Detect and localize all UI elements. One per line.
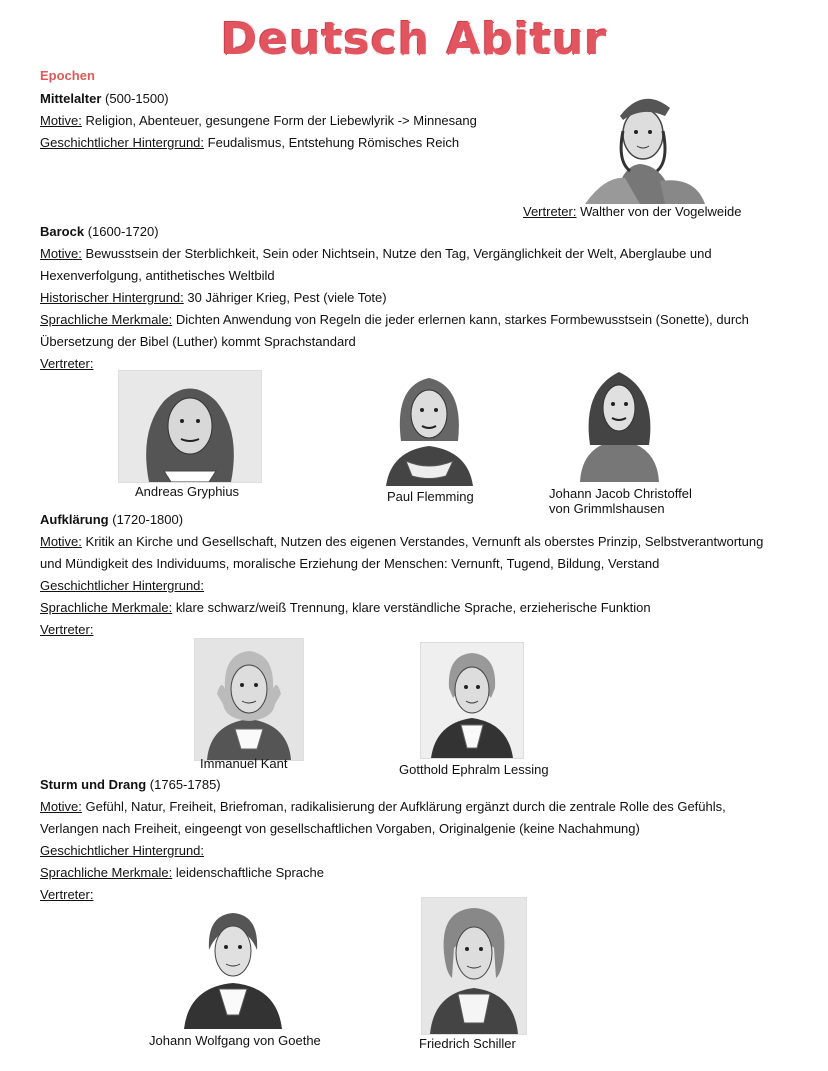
epoch-name: Mittelalter	[40, 91, 102, 106]
motive-label: Motive:	[40, 534, 82, 549]
hintergrund-label: Historischer Hintergrund:	[40, 290, 184, 305]
barock-sprache	[40, 312, 749, 328]
portrait-gryphius-icon	[118, 370, 262, 483]
epoch-name: Sturm und Drang	[40, 777, 147, 792]
sturm-motive-cont: Verlangen nach Freiheit, eingeengt von gesellschaftlichen Vorgaben, Originalgenie (keine Nachahmung)	[40, 821, 640, 836]
vertreter-name: Walther von der Vogelweide	[580, 204, 742, 219]
sprache-label: Sprachliche Merkmale:	[40, 865, 173, 880]
hintergrund-text: Feudalismus, Entstehung Römisches Reich	[207, 135, 460, 150]
epoch-years: (500-1500)	[105, 91, 169, 106]
epoch-years: (1765-1785)	[149, 777, 221, 792]
portrait-lessing-icon	[420, 642, 524, 759]
epoch-name: Aufklärung	[40, 512, 109, 527]
motive-text: Religion, Abenteuer, gesungene Form der Liebewlyrik -> Minnesang	[85, 113, 477, 128]
sprache-label: Sprachliche Merkmale:	[40, 312, 173, 327]
motive-text: Bewusstsein der Sterblichkeit, Sein oder Nichtsein, Nutze den Tag, Vergänglichkeit der Welt, Aberglaube und	[85, 246, 712, 261]
motive-label: Motive:	[40, 246, 82, 261]
sturm-motive	[40, 799, 726, 815]
motive-text: Gefühl, Natur, Freiheit, Briefroman, radikalisierung der Aufklärung ergänzt durch die zentrale Rolle des Gefühls,	[85, 799, 726, 814]
aufklaerung-sprache	[40, 600, 651, 616]
sturm-vertreter-label: Vertreter:	[40, 887, 94, 902]
motive-label: Motive:	[40, 799, 82, 814]
vertreter-caption: Friedrich Schiller	[419, 1036, 516, 1051]
portrait-kant-icon	[194, 638, 304, 761]
aufklaerung-hintergrund-label: Geschichtlicher Hintergrund:	[40, 578, 205, 593]
epoch-name: Barock	[40, 224, 85, 239]
aufklaerung-motive	[40, 534, 763, 550]
sturm-hintergrund-label: Geschichtlicher Hintergrund:	[40, 843, 205, 858]
barock-motive	[40, 246, 712, 262]
epoch-years: (1720-1800)	[112, 512, 184, 527]
portrait-grimmelshausen-icon	[572, 360, 667, 482]
vertreter-caption: Johann Wolfgang von Goethe	[149, 1033, 321, 1048]
sprache-text: klare schwarz/weiß Trennung, klare verständliche Sprache, erzieherische Funktion	[175, 600, 651, 615]
portrait-goethe-icon	[179, 905, 287, 1029]
epoch-aufklaerung-heading	[40, 512, 183, 528]
epoch-mittelalter-heading	[40, 91, 169, 107]
sprache-label: Sprachliche Merkmale:	[40, 600, 173, 615]
page-title: Deutsch Abitur	[220, 14, 608, 65]
sprache-text: leidenschaftliche Sprache	[175, 865, 324, 880]
sturm-sprache	[40, 865, 324, 881]
epoch-sturm-heading	[40, 777, 221, 793]
hintergrund-text: 30 Jähriger Krieg, Pest (viele Tote)	[187, 290, 387, 305]
portrait-vogelweide-icon	[565, 86, 715, 204]
aufklaerung-vertreter-label: Vertreter:	[40, 622, 94, 637]
hintergrund-label: Geschichtlicher Hintergrund:	[40, 135, 205, 150]
vertreter-label: Vertreter:	[523, 204, 577, 219]
vertreter-caption: Immanuel Kant	[200, 756, 288, 771]
epoch-barock-heading	[40, 224, 159, 240]
mittelalter-vertreter	[523, 204, 741, 220]
barock-sprache-cont: Übersetzung der Bibel (Luther) kommt Sprachstandard	[40, 334, 356, 349]
barock-vertreter-label: Vertreter:	[40, 356, 94, 371]
aufklaerung-motive-cont: und Mündigkeit des Individuums, moralische Erziehung der Menschen: Vernunft, Tugend, Bildung, Verstand	[40, 556, 660, 571]
barock-motive-cont: Hexenverfolgung, antithetisches Weltbild	[40, 268, 275, 283]
portrait-flemming-icon	[376, 366, 483, 486]
vertreter-caption: Paul Flemming	[387, 489, 474, 504]
mittelalter-hintergrund	[40, 135, 459, 151]
vertreter-caption-cont: von Grimmlshausen	[549, 501, 665, 516]
vertreter-caption: Johann Jacob Christoffel	[549, 486, 692, 501]
epoch-years: (1600-1720)	[87, 224, 159, 239]
section-heading: Epochen	[40, 68, 95, 83]
motive-label: Motive:	[40, 113, 82, 128]
barock-hintergrund	[40, 290, 387, 306]
sprache-text: Dichten Anwendung von Regeln die jeder erlernen kann, starkes Formbewusstsein (Sonette), durch	[175, 312, 749, 327]
motive-text: Kritik an Kirche und Gesellschaft, Nutzen des eigenen Verstandes, Vernunft als oberstes Prinzip, Selbstverantwortung	[85, 534, 764, 549]
vertreter-caption: Andreas Gryphius	[135, 484, 240, 499]
portrait-schiller-icon	[421, 897, 527, 1035]
mittelalter-motive	[40, 113, 477, 129]
vertreter-caption: Gotthold Ephralm Lessing	[399, 762, 549, 777]
